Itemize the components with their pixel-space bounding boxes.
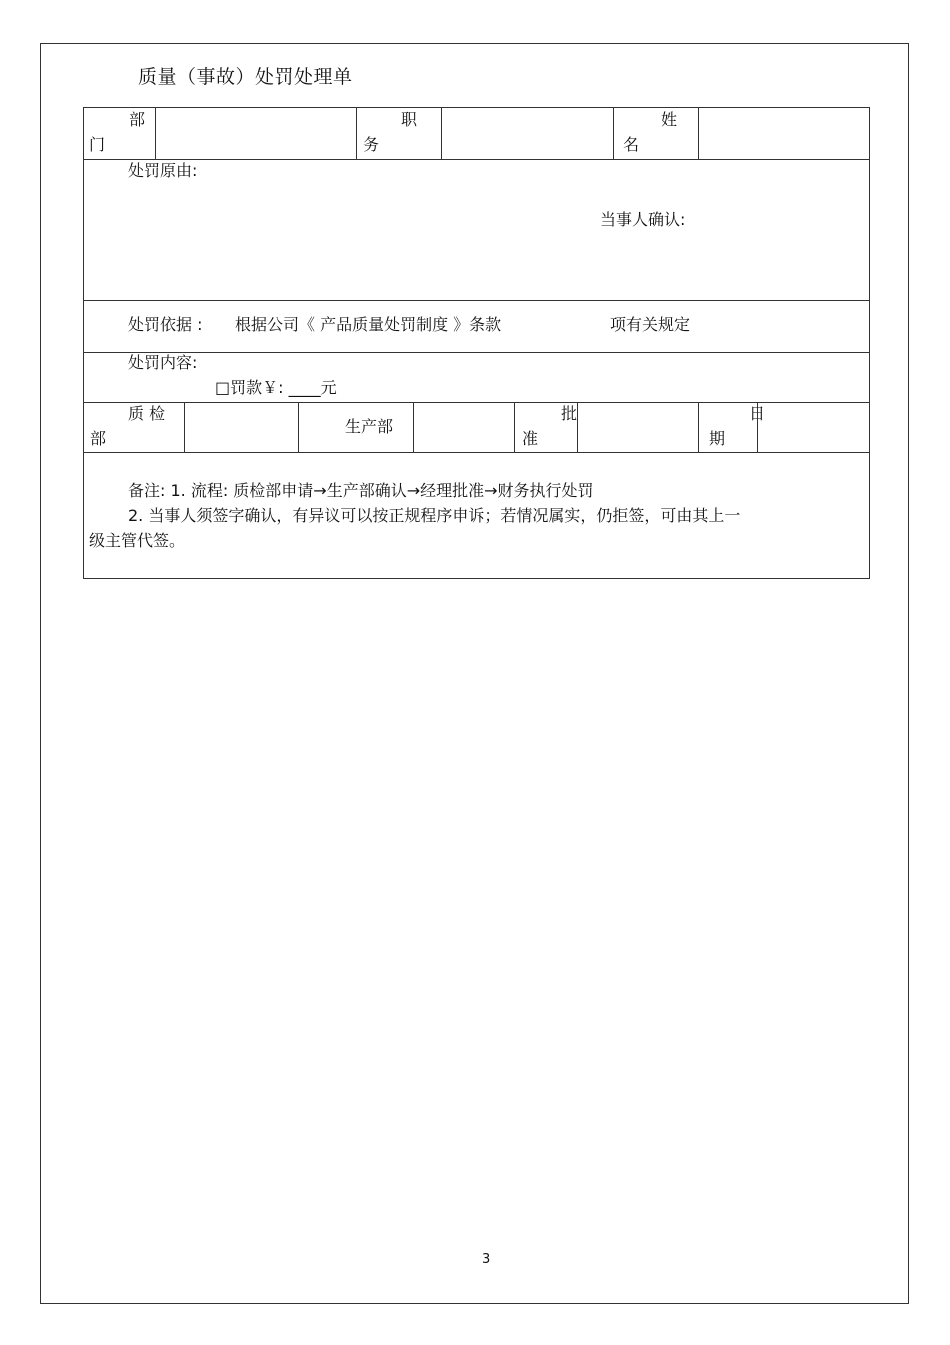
page-number: 3 <box>482 1252 491 1267</box>
approve-label: 批 <box>561 404 578 423</box>
remarks-line: 备注: 1. 流程: 质检部申请→生产部确认→经理批准→财务执行处罚 <box>128 481 594 500</box>
col-divider <box>441 108 442 159</box>
page-title: 质量（事故）处罚处理单 <box>138 66 353 88</box>
basis-label: 处罚依据 : <box>128 315 203 334</box>
remarks-line: 2. 当事人须签字确认，有异议可以按正规程序申诉；若情况属实，仍拒签，可由其上一 <box>128 506 741 525</box>
fine-amount: □罚款￥: ____元 <box>215 378 337 397</box>
reason-label: 处罚原由: <box>128 161 198 180</box>
remarks-line: 级主管代签。 <box>89 531 186 550</box>
position-label: 职 <box>401 110 418 129</box>
row-divider-2 <box>84 300 869 301</box>
penalty-form-table <box>83 107 870 579</box>
dept-label: 门 <box>89 135 106 154</box>
row-divider-3 <box>84 352 869 353</box>
col-divider <box>698 108 699 159</box>
production-dept-label: 生产部 <box>345 417 394 436</box>
col-divider <box>514 402 515 452</box>
col-divider <box>298 402 299 452</box>
col-divider <box>698 402 699 452</box>
col-divider <box>184 402 185 452</box>
approve-label: 准 <box>522 429 539 448</box>
basis-text: 根据公司《 产品质量处罚制度 》条款 <box>235 315 502 334</box>
party-confirm-label: 当事人确认: <box>600 210 686 229</box>
col-divider <box>356 108 357 159</box>
position-label: 务 <box>363 135 380 154</box>
qc-dept-label: 质 检 <box>128 404 166 423</box>
name-label: 姓 <box>661 110 678 129</box>
row-divider-1 <box>84 159 869 160</box>
content-label: 处罚内容: <box>128 353 198 372</box>
qc-dept-label: 部 <box>90 429 107 448</box>
col-divider <box>613 108 614 159</box>
date-label: 期 <box>709 429 726 448</box>
name-label: 名 <box>623 135 640 154</box>
basis-text-end: 项有关规定 <box>610 315 691 334</box>
date-label: 日 <box>749 404 766 423</box>
row-divider-5 <box>84 452 869 453</box>
col-divider <box>413 402 414 452</box>
col-divider <box>577 402 578 452</box>
row-divider-4 <box>84 402 869 403</box>
col-divider <box>155 108 156 159</box>
dept-label: 部 <box>129 110 146 129</box>
